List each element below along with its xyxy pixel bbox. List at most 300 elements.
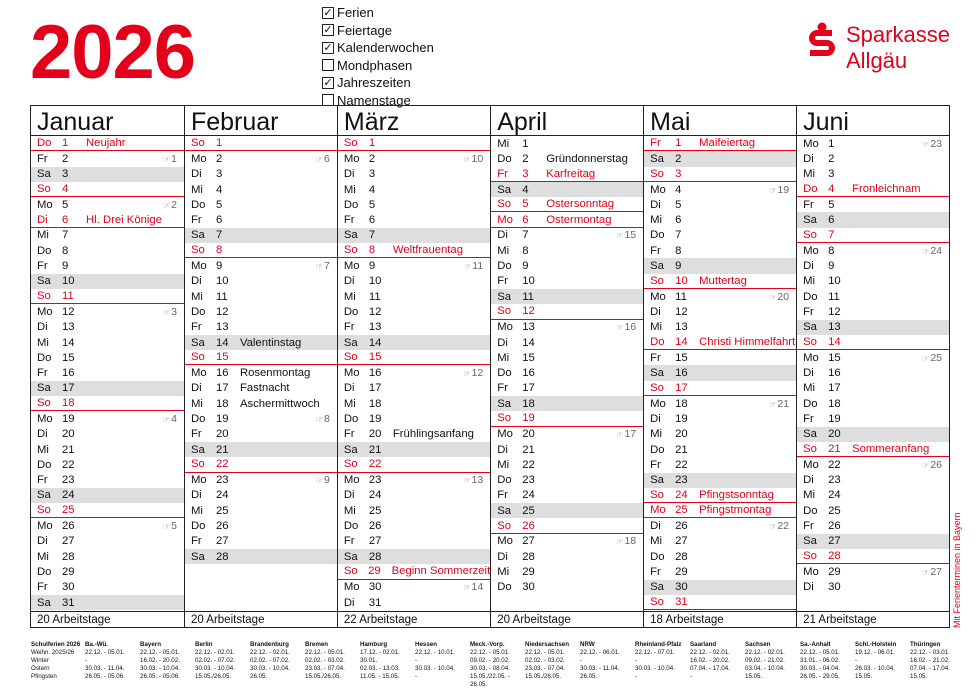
day-row <box>31 289 184 304</box>
week-number: ☞ 4 <box>163 413 177 425</box>
day-row <box>338 442 490 457</box>
day-number: 5 <box>215 198 223 211</box>
day-row <box>338 212 490 227</box>
day-row <box>644 274 796 289</box>
day-number: 16 <box>215 367 229 380</box>
weekday: Sa <box>343 443 358 456</box>
day-number: 5 <box>522 198 529 211</box>
weekday: Di <box>190 275 202 288</box>
day-row <box>185 228 337 243</box>
weekday: Di <box>650 412 661 425</box>
day-number: 18 <box>215 397 229 410</box>
day-row <box>338 228 490 243</box>
day-number: 11 <box>675 290 687 303</box>
weekday: Di <box>37 428 48 441</box>
day-number: 16 <box>368 367 382 380</box>
day-row <box>31 580 184 595</box>
week-number: ☞ 24 <box>922 245 942 257</box>
option-label: Kalenderwochen <box>337 40 434 55</box>
checkbox-icon[interactable]: ✓ <box>323 41 333 54</box>
holiday-column <box>195 641 250 689</box>
week-number: ☞ 20 <box>769 291 789 303</box>
workdays-count: 18 Arbeitstage <box>644 611 796 627</box>
day-row <box>491 534 643 549</box>
week-number: ☞ 1 <box>163 153 177 165</box>
day-number: 7 <box>828 228 835 241</box>
day-number: 13 <box>828 321 841 334</box>
day-row <box>338 151 490 166</box>
day-number: 14 <box>522 336 535 349</box>
weekday: Mo <box>650 290 666 303</box>
weekday: Do <box>343 305 359 318</box>
weekday: So <box>37 183 51 196</box>
day-row <box>31 473 184 488</box>
holiday-cell: - <box>415 657 418 664</box>
weekday: So <box>650 274 664 287</box>
day-number: 25 <box>828 504 841 517</box>
weekday: Di <box>497 229 508 242</box>
day-number: 9 <box>522 260 529 273</box>
day-row <box>338 549 490 564</box>
weekday: So <box>650 596 664 609</box>
weekday: Mi <box>190 290 203 303</box>
weekday: Mi <box>343 183 356 196</box>
day-row <box>491 197 643 212</box>
day-number: 4 <box>828 183 835 196</box>
weekday: Fr <box>190 321 202 334</box>
day-row <box>491 136 643 151</box>
holiday-cell: 15.05. <box>745 673 763 680</box>
day-row <box>491 411 643 426</box>
day-row <box>644 228 796 243</box>
month-name: März <box>338 106 490 136</box>
holiday-cell: 26.05. <box>580 673 598 680</box>
weekday: Mi <box>650 214 663 227</box>
weekday: So <box>343 137 358 150</box>
weekday: Mi <box>497 351 510 364</box>
holiday-cell: 16.02. - 20.02. <box>690 657 730 664</box>
weekday: Do <box>497 474 512 487</box>
day-number: 21 <box>215 443 229 456</box>
day-number: 6 <box>522 213 529 226</box>
day-number: 28 <box>215 550 229 563</box>
day-number: 10 <box>368 275 382 288</box>
day-row <box>491 274 643 289</box>
event-label: Maifeiertag <box>699 137 756 150</box>
day-row <box>31 442 184 457</box>
week-number: ☞ 21 <box>769 398 789 410</box>
weekday: Mo <box>343 152 360 165</box>
weekday: Mo <box>803 351 819 364</box>
day-row <box>797 580 949 595</box>
holiday-cell: 22.12. - 02.01. <box>250 649 290 656</box>
day-number: 5 <box>828 198 835 211</box>
day-row <box>491 473 643 488</box>
option-label: Mondphasen <box>337 57 413 73</box>
event-label: Sommeranfang <box>852 443 930 456</box>
day-number: 12 <box>675 305 688 318</box>
day-row <box>797 365 949 380</box>
day-number: 14 <box>828 336 841 348</box>
weekday: Fr <box>37 152 48 165</box>
day-number: 28 <box>62 550 75 563</box>
day-row <box>31 411 184 426</box>
day-row <box>491 580 643 595</box>
holiday-cell: 03.04. - 10.04. <box>745 665 785 672</box>
weekday: Sa <box>497 504 512 517</box>
option-0[interactable] <box>322 4 434 22</box>
day-number: 8 <box>675 244 682 257</box>
holiday-column <box>690 641 745 689</box>
weekday: Di <box>343 489 355 502</box>
day-number: 19 <box>368 412 382 425</box>
week-number: ☞ 16 <box>616 321 636 333</box>
holiday-header: Meck.-Vorp. <box>470 641 505 648</box>
option-label: Namenstage <box>337 92 411 108</box>
day-number: 28 <box>368 550 382 563</box>
day-row <box>338 411 490 426</box>
day-number: 24 <box>62 489 75 502</box>
weekday: Fr <box>190 535 202 548</box>
day-number: 31 <box>368 596 382 609</box>
weekday: Mi <box>343 504 356 517</box>
event-label: Muttertag <box>699 274 747 287</box>
weekday: Mo <box>497 535 513 548</box>
checkbox-icon[interactable]: ✓ <box>323 24 333 37</box>
day-number: 22 <box>215 458 229 471</box>
day-row <box>797 304 949 319</box>
day-number: 20 <box>62 428 75 441</box>
weekday: Fr <box>803 198 814 211</box>
day-row <box>797 167 949 182</box>
day-row <box>797 212 949 227</box>
day-number: 18 <box>675 397 688 410</box>
day-row <box>31 381 184 396</box>
day-row <box>644 136 796 151</box>
weekday: Di <box>497 443 508 456</box>
day-row <box>797 350 949 365</box>
holiday-cell: 30.03. - 10.04. <box>195 665 235 672</box>
day-number: 10 <box>62 275 75 288</box>
holiday-column <box>855 641 910 689</box>
weekday: Mo <box>37 520 53 533</box>
day-number: 16 <box>828 367 841 380</box>
day-row <box>338 197 490 212</box>
day-number: 4 <box>62 183 69 196</box>
day-number: 11 <box>368 290 381 303</box>
weekday: Fr <box>37 260 48 273</box>
day-number: 17 <box>215 382 229 395</box>
day-number: 11 <box>62 290 74 303</box>
weekday: Di <box>803 367 814 380</box>
day-number: 3 <box>62 168 69 181</box>
event-label: Gründonnerstag <box>546 152 628 165</box>
weekday: Do <box>190 305 206 318</box>
week-number: ☞ 14 <box>463 581 483 593</box>
day-row <box>797 320 949 335</box>
weekday: Fr <box>497 489 508 502</box>
weekday: Mo <box>803 565 819 578</box>
day-row <box>31 136 184 151</box>
day-number: 30 <box>368 581 382 594</box>
day-row <box>797 473 949 488</box>
day-row <box>797 243 949 258</box>
weekday: So <box>497 519 512 532</box>
day-row <box>491 381 643 396</box>
day-row <box>644 580 796 595</box>
event-label: Christi Himmelfahrt <box>699 336 796 348</box>
holiday-header: Berlin <box>195 641 213 648</box>
holiday-column <box>910 641 965 689</box>
weekday: Mo <box>37 305 53 318</box>
day-row <box>185 182 337 197</box>
day-number: 9 <box>675 260 682 273</box>
option-2[interactable] <box>322 39 434 57</box>
weekday: Sa <box>343 336 358 349</box>
weekday: Do <box>497 367 512 380</box>
event-label: Aschermittwoch <box>239 397 320 410</box>
weekday: Mi <box>497 244 510 257</box>
weekday: So <box>190 458 205 471</box>
weekday: Mi <box>803 168 815 181</box>
weekday: Mo <box>343 367 360 380</box>
week-number: ☞ 5 <box>163 520 177 532</box>
day-number: 31 <box>62 596 75 609</box>
day-number: 1 <box>215 137 223 150</box>
day-number: 20 <box>522 428 535 441</box>
holiday-cell: 22.12. - 07.01. <box>635 649 675 656</box>
day-number: 9 <box>828 260 835 273</box>
week-number: ☞ 6 <box>316 153 330 165</box>
day-row <box>338 350 490 365</box>
day-row <box>31 427 184 442</box>
day-row <box>491 304 643 319</box>
holiday-column <box>525 641 580 689</box>
holiday-cell: 15.05. <box>910 673 928 680</box>
day-row <box>185 411 337 426</box>
week-number: ☞ 22 <box>769 520 789 532</box>
holiday-header: Brandenburg <box>250 641 289 648</box>
day-row <box>31 595 184 610</box>
holiday-cell: 26.05. - 05.06. <box>140 673 180 680</box>
day-row <box>797 427 949 442</box>
day-number: 3 <box>368 168 376 181</box>
day-row <box>644 549 796 564</box>
holiday-cell: 26.03. - 10.04. <box>855 665 895 672</box>
day-row <box>185 289 337 304</box>
month-name: Januar <box>31 106 184 136</box>
day-number: 29 <box>675 565 688 578</box>
weekday: Mi <box>497 137 510 150</box>
day-row <box>185 518 337 533</box>
weekday: So <box>37 504 51 517</box>
day-number: 1 <box>62 137 69 150</box>
weekday: Do <box>37 458 52 471</box>
weekday: Mo <box>190 474 207 487</box>
day-row <box>644 243 796 258</box>
day-row <box>338 136 490 151</box>
holiday-cell: Weihn. 2025/26 <box>31 649 75 656</box>
day-number: 26 <box>522 519 535 532</box>
week-number: ☞ 12 <box>463 367 483 379</box>
day-number: 15 <box>522 351 535 364</box>
day-row <box>491 151 643 166</box>
day-row <box>491 212 643 227</box>
day-row <box>491 320 643 335</box>
holiday-cell: 22.12. - 10.01. <box>415 649 455 656</box>
weekday: Sa <box>497 397 512 410</box>
weekday: Fr <box>343 428 355 441</box>
day-number: 27 <box>675 535 688 548</box>
day-row <box>491 228 643 243</box>
checkbox-icon[interactable]: ✓ <box>323 6 333 19</box>
day-row <box>491 350 643 365</box>
option-1[interactable] <box>322 22 434 40</box>
day-row <box>644 212 796 227</box>
weekday: Mo <box>497 213 513 226</box>
day-row <box>31 488 184 503</box>
day-number: 27 <box>522 535 535 548</box>
holiday-cell: 17.12. - 02.01. <box>360 649 400 656</box>
day-number: 12 <box>828 305 841 318</box>
calendar-grid <box>30 105 950 628</box>
day-row <box>31 457 184 472</box>
day-row <box>31 564 184 579</box>
brand-region: Allgäu <box>846 48 908 73</box>
day-number: 13 <box>62 321 75 334</box>
week-number: ☞ 13 <box>463 474 483 486</box>
day-row <box>491 365 643 380</box>
day-number: 26 <box>215 520 229 533</box>
day-number: 15 <box>675 351 688 364</box>
option-4[interactable] <box>322 74 434 92</box>
weekday: Mi <box>343 397 356 410</box>
week-number: ☞ 19 <box>769 184 789 196</box>
holiday-cell: 30.03. - 11.04. <box>580 665 620 672</box>
weekday: Fr <box>803 520 814 533</box>
school-holidays-table <box>31 641 965 689</box>
holiday-cell: 30.03. - 11.04. <box>85 665 125 672</box>
day-number: 7 <box>522 229 529 242</box>
weekday: Sa <box>37 168 51 181</box>
weekday: So <box>497 412 512 425</box>
month-column <box>643 106 796 627</box>
day-number: 19 <box>828 412 841 425</box>
options-list <box>322 4 434 109</box>
day-row <box>338 335 490 350</box>
weekday: Fr <box>190 428 202 441</box>
checkbox-icon[interactable]: ✓ <box>323 76 333 89</box>
day-number: 5 <box>368 198 376 211</box>
holiday-header: Niedersachsen <box>525 641 570 648</box>
day-number: 11 <box>522 290 534 303</box>
weekday: Fr <box>803 412 814 425</box>
day-row <box>644 320 796 335</box>
weekday: Mo <box>803 244 819 257</box>
weekday: Fr <box>190 214 202 227</box>
day-row <box>644 534 796 549</box>
day-row <box>338 580 490 595</box>
day-number: 21 <box>368 443 382 456</box>
day-row <box>185 304 337 319</box>
weekday: Di <box>190 382 202 395</box>
holiday-column <box>140 641 195 689</box>
day-row <box>31 243 184 258</box>
day-number: 25 <box>215 504 229 517</box>
weekday: So <box>190 137 205 150</box>
day-row <box>185 350 337 365</box>
option-3[interactable] <box>322 57 434 75</box>
day-number: 15 <box>368 351 382 364</box>
day-row <box>644 182 796 197</box>
weekday: Mo <box>803 458 819 471</box>
side-note: Mit Ferienterminen in Bayern <box>952 512 962 628</box>
day-number: 30 <box>675 581 688 594</box>
weekday: Fr <box>650 137 661 150</box>
holiday-header: NRW <box>580 641 595 648</box>
day-number: 31 <box>675 596 688 609</box>
day-number: 2 <box>675 152 682 165</box>
day-row <box>185 381 337 396</box>
weekday: Mo <box>343 260 360 273</box>
weekday: Di <box>343 596 355 609</box>
day-number: 18 <box>368 397 382 410</box>
day-row <box>797 488 949 503</box>
day-number: 4 <box>522 183 529 196</box>
day-row <box>185 212 337 227</box>
day-row <box>185 274 337 289</box>
day-number: 14 <box>675 336 688 348</box>
day-row <box>644 427 796 442</box>
day-row <box>338 243 490 258</box>
holiday-cell: Ostern <box>31 665 50 672</box>
day-number: 15 <box>62 351 75 364</box>
holiday-cell: 02.02. - 07.02. <box>250 657 290 664</box>
day-row <box>797 335 949 350</box>
day-row <box>185 136 337 151</box>
day-number: 16 <box>675 367 688 380</box>
holiday-cell: 22.12. - 05.01. <box>525 649 565 656</box>
holiday-cell: 22.12. - 05.01. <box>470 649 510 656</box>
holiday-header: Schulferien 2026 <box>31 641 81 648</box>
day-row <box>185 258 337 273</box>
checkbox-icon[interactable] <box>322 59 334 71</box>
day-row <box>644 365 796 380</box>
holiday-cell: - <box>85 657 88 664</box>
day-number: 13 <box>522 321 535 334</box>
week-number: ☞ 18 <box>616 535 636 547</box>
month-column <box>490 106 643 627</box>
holiday-cell: 31.01. - 06.02. <box>800 657 840 664</box>
weekday: Fr <box>37 581 48 594</box>
weekday: Sa <box>803 535 817 548</box>
holiday-cell: - <box>635 657 638 664</box>
week-number: ☞ 26 <box>922 459 942 471</box>
weekday: Sa <box>37 275 51 288</box>
day-number: 24 <box>215 489 229 502</box>
day-row <box>491 258 643 273</box>
weekday: Mi <box>650 535 663 548</box>
holiday-cell: 22.12. - 02.01. <box>195 649 235 656</box>
weekday: Mi <box>37 229 49 242</box>
day-number: 21 <box>522 443 535 456</box>
holiday-column <box>305 641 360 689</box>
day-row <box>338 488 490 503</box>
day-number: 7 <box>368 229 376 242</box>
brand-name: Sparkasse <box>846 22 950 47</box>
day-row <box>185 473 337 488</box>
weekday: Sa <box>650 152 664 165</box>
